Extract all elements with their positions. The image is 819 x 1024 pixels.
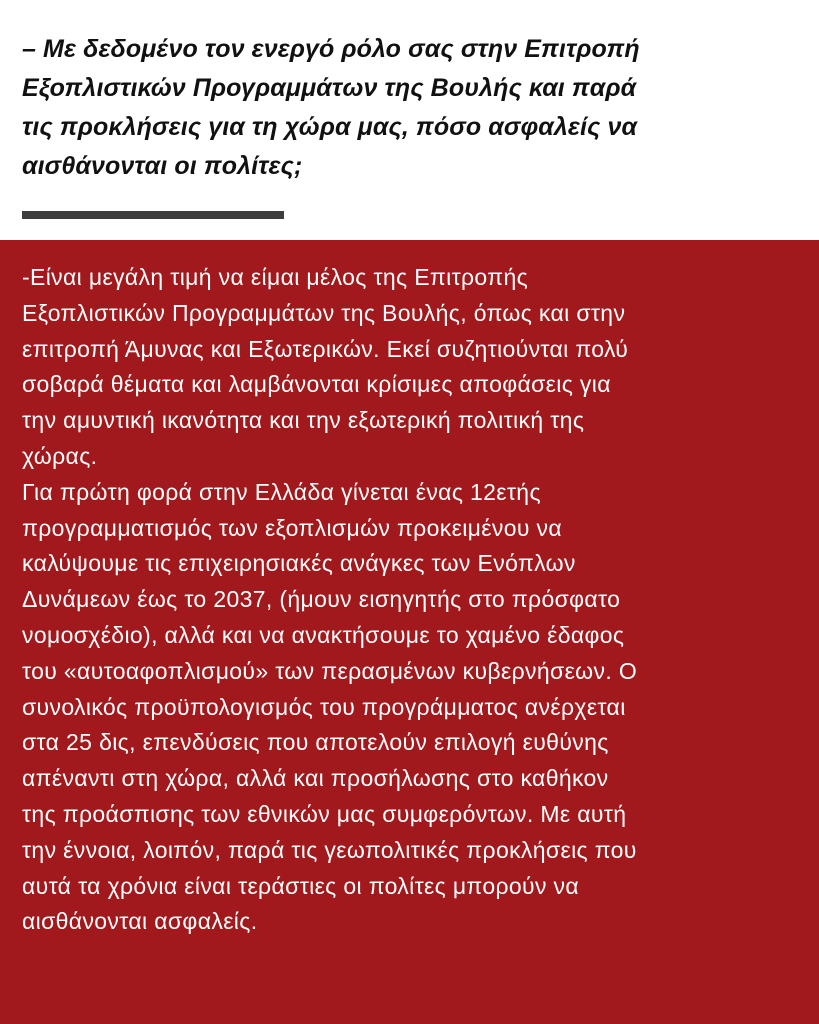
answer-section	[0, 240, 819, 1024]
interview-answer: -Είναι μεγάλη τιμή να είμαι μέλος της Επιτροπής Εξοπλιστικών Προγραμμάτων της Βουλής, όπως και στην επιτροπή Άμυνας και Εξωτερικών. Εκεί συζητιούνται πολύ σοβαρά θέματα και λαμβάνονται κρίσιμες αποφάσεις για την αμυντική ικανότητα και την εξωτερική πολιτική της χώρας. Για πρώτη φορά στην Ελλάδα γίνεται ένας 12ετής προγραμματισμός των εξοπλισμών προκειμένου να καλύψουμε τις επιχειρησιακές ανάγκες των Ενόπλων Δυνάμεων έως το 2037, (ήμουν εισηγητής στο πρόσφατο νομοσχέδιο), αλλά και να ανακτήσουμε το χαμένο έδαφος του «αυτοαφοπλισμού» των περασμένων κυβερνήσεων. Ο συνολικός προϋπολογισμός του προγράμματος ανέρχεται στα 25 δις, επενδύσεις που αποτελούν επιλογή ευθύνης απέναντι στη χώρα, αλλά και προσήλωσης στο καθήκον της προάσπισης των εθνικών μας συμφερόντων. Με αυτή την έννοια, λοιπόν, παρά τις γεωπολιτικές προκλήσεις που αυτά τα χρόνια είναι τεράστιες οι πολίτες μπορούν να αισθάνονται ασφαλείς.	[22, 264, 638, 935]
section-divider	[22, 211, 284, 219]
question-section	[0, 0, 819, 240]
interview-question: – Με δεδομένο τον ενεργό ρόλο σας στην Επιτροπή Εξοπλιστικών Προγραμμάτων της Βουλής και παρά τις προκλήσεις για τη χώρα μας, πόσο ασφαλείς να αισθάνονται οι πολίτες;	[22, 35, 640, 180]
